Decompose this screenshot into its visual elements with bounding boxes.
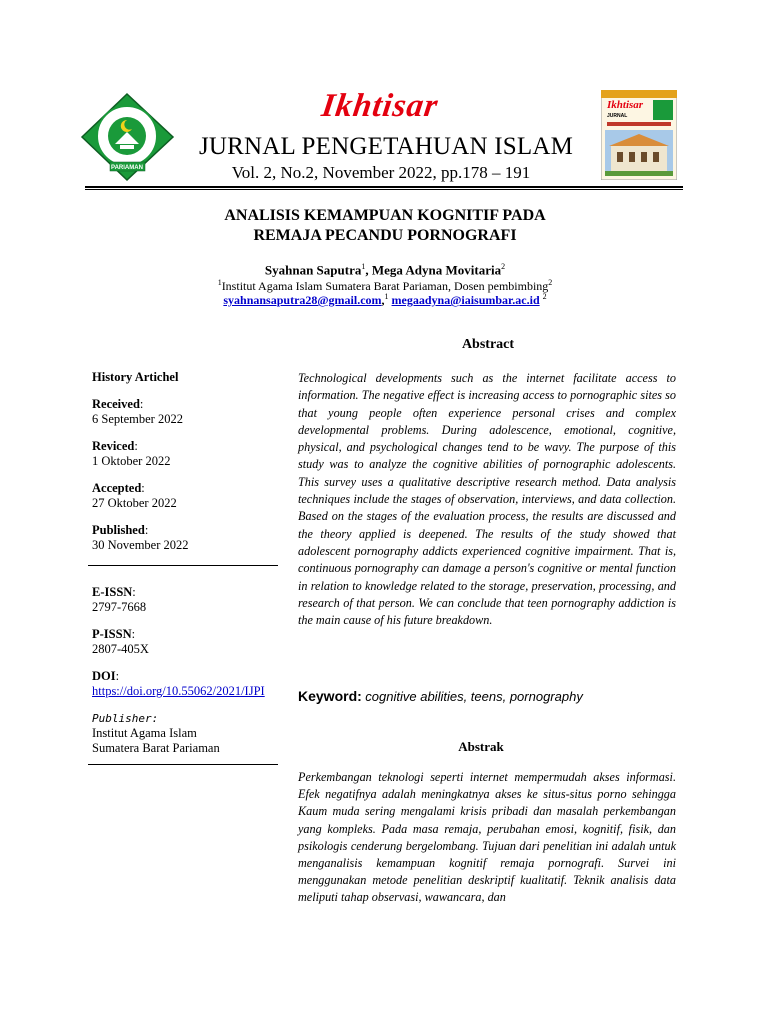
article-info-sidebar (92, 370, 282, 768)
accepted-label: Accepted (92, 481, 142, 495)
publisher-line-1: Institut Agama Islam (92, 726, 197, 740)
eissn-value: 2797-7668 (92, 600, 147, 614)
affiliation-text: Institut Agama Islam Sumatera Barat Pariaman, Dosen pembimbing (221, 279, 549, 293)
history-section (92, 370, 282, 385)
abstract-heading: Abstract (461, 337, 515, 352)
journal-name: JURNAL PENGETAHUAN ISLAM (198, 133, 574, 160)
eissn-label: E-ISSN (92, 585, 133, 599)
keyword-value: cognitive abilities, teens, pornography (365, 689, 583, 704)
affiliation-sup: 1 (217, 278, 222, 287)
doi-link[interactable]: https://doi.org/10.55062/2021/IJPI (92, 684, 265, 698)
journal-cover-image (601, 90, 677, 180)
author-name: Mega Adyna Movitaria (371, 262, 502, 278)
cover-title: Ikhtisar (607, 99, 644, 111)
accepted-section (92, 481, 282, 511)
colon: : (134, 439, 138, 453)
abstrak-heading: Abstrak (458, 739, 504, 754)
reviced-label: Reviced (92, 439, 135, 453)
received-section (92, 397, 282, 427)
received-value: 6 September 2022 (92, 412, 183, 426)
journal-script-title: Ikhtisar (319, 88, 441, 124)
sidebar-divider (88, 565, 278, 566)
author-sup: 2 (501, 262, 506, 271)
history-title: History Artichel (92, 370, 179, 384)
colon: : (144, 523, 149, 537)
colon: : (132, 585, 136, 599)
eissn-section (92, 585, 282, 615)
pissn-label: P-ISSN (92, 627, 132, 641)
pissn-value: 2807-405X (92, 642, 149, 656)
pissn-section (92, 627, 282, 657)
doi-label: DOI (92, 669, 116, 683)
abstrak-body: Perkembangan teknologi seperti internet mempermudah akses informasi. Efek negatifnya adalah meningkatnya akses ke situs-situs porno sehingga Kaum muda sering mengalami krisis pribadi dan masalah perkembangan yang kompleks. Pada masa remaja, perubahan emosi, kognitif, fisik, dan psikologis cenderung bergelombang. Tujuan dari penelitian ini adalah untuk menganalisis kemampuan kognitif remaja pornografi. Survei ini menggunakan metode penelitian deskriptif kualitatif. Teknik analisis data meliputi tahap observasi, wawancara, dan (298, 770, 676, 905)
accepted-value: 27 Oktober 2022 (92, 496, 177, 510)
reviced-value: 1 Oktober 2022 (92, 454, 171, 468)
received-label: Received (92, 397, 140, 411)
colon: : (141, 481, 145, 495)
abstract-body: Technological developments such as the internet facilitate access to information. The negative effect is increasing access to pornographic sites so that young people often experience personal crises and complex developmental problems. During adolescence, emotional, cognitive, physical, and psychological changes tend to be wavy. The purpose of this study was to analyze the cognitive abilities of pornographic adolescents. This survey uses a qualitative descriptive research method. Data analysis techniques include the stages of observation, interviews, and data collection. Based on the stages of the evaluation process, the results are discussed and the theory applied is deepened. The results of the study showed that adolescent pornography addicts experienced cognitive impairment. That is, continuous pornography can damage a person's cognitive or mental function in relation to knowledge related to the storage, preservation, processing, and research of that person. We can conclude that teen pornography addiction is the main cause of his future breakdown. (298, 371, 676, 628)
email-link[interactable]: syahnansaputra28@gmail.com (223, 293, 382, 307)
colon: : (139, 397, 144, 411)
cover-subtitle: JURNAL (607, 113, 628, 119)
colon: : (115, 669, 120, 683)
published-value: 30 November 2022 (92, 538, 189, 552)
title-line-2: REMAJA PECANDU PORNOGRAFI (253, 227, 517, 244)
publisher-line-2: Sumatera Barat Pariaman (92, 741, 220, 755)
logo-bottom-text: PARIAMAN (111, 165, 143, 171)
author-sup: 1 (361, 262, 366, 271)
keyword-label: Keyword: (298, 688, 362, 704)
email-sup: 1 (384, 292, 389, 301)
header-rule (85, 186, 683, 188)
colon: : (131, 627, 136, 641)
reviced-section (92, 439, 282, 469)
email-link[interactable]: megaadyna@iaisumbar.ac.id (391, 293, 540, 307)
publisher-label: Publisher: (92, 712, 159, 725)
email-sup: 2 (542, 292, 547, 301)
title-line-1: ANALISIS KEMAMPUAN KOGNITIF PADA (224, 207, 546, 224)
publisher-section (92, 711, 282, 756)
published-section (92, 523, 282, 553)
author-emails: syahnansaputra28@gmail.com,$^1$ megaadyna@iaisumbar.ac.id $^2$ (223, 292, 547, 307)
author-separator: , (365, 262, 372, 278)
article-title (120, 206, 650, 246)
journal-volume: Vol. 2, No.2, November 2022, pp.178 – 191 (231, 163, 531, 182)
sidebar-divider (88, 764, 278, 765)
published-label: Published (92, 523, 145, 537)
doi-section (92, 669, 282, 699)
author-list (120, 262, 650, 278)
author-name: Syahnan Saputra (264, 262, 362, 278)
affiliation-sup: 2 (548, 278, 553, 287)
institution-logo (80, 92, 175, 182)
keywords (298, 688, 676, 706)
header-rule-thin (85, 189, 683, 190)
